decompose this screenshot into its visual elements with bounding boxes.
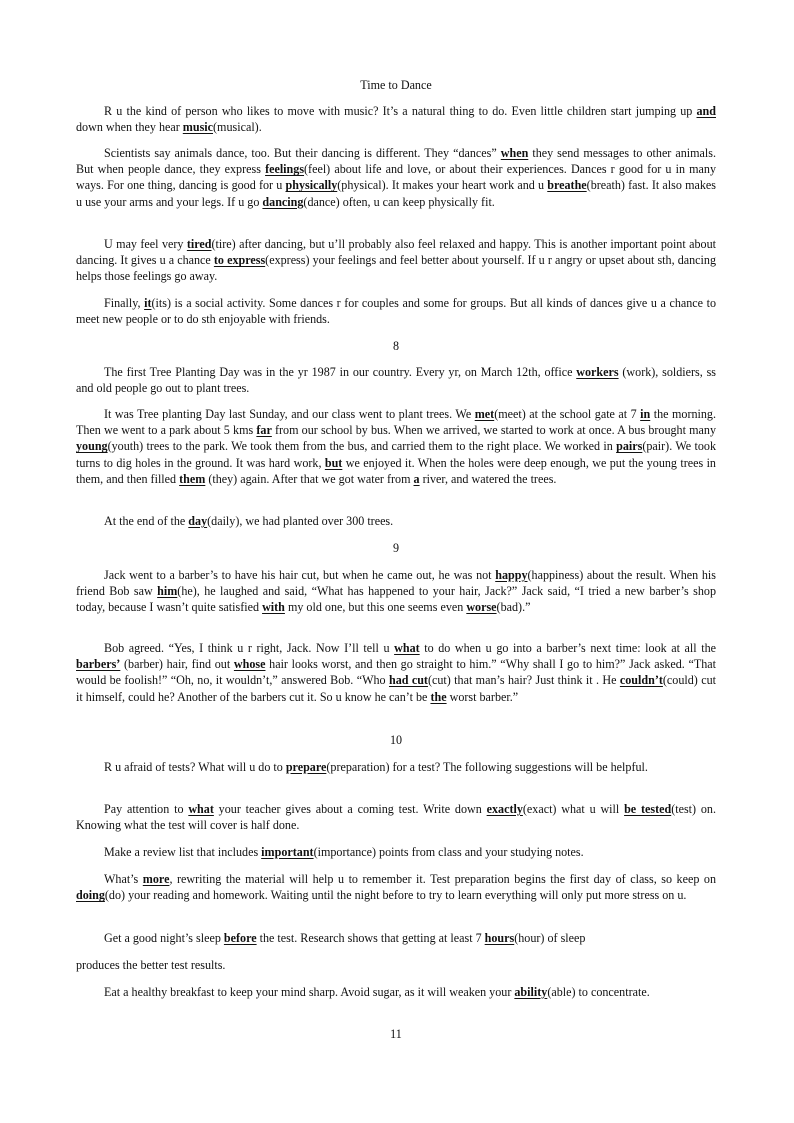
paragraph-text: (they) again. After that we got water from — [205, 471, 414, 486]
paragraph-text: Pay attention to — [104, 802, 189, 816]
answer-blank: important — [261, 845, 314, 859]
paragraph-text: (dance) often, u can keep physically fit. — [303, 194, 495, 209]
paragraph-text: we enjoyed it. When the holes were deep enough, we put the young trees in them, and then filled — [76, 455, 716, 486]
answer-blank: far — [256, 423, 272, 438]
answer-blank: with — [262, 600, 285, 615]
paragraph — [76, 930, 716, 946]
paragraph-text: (cut) that man’s hair? Just think it . He — [427, 673, 620, 688]
answer-blank: what — [188, 802, 214, 816]
answer-blank: feelings — [265, 162, 305, 177]
paragraph-text: worst barber.” — [446, 689, 519, 704]
answer-blank: worse — [466, 600, 497, 615]
answer-blank: before — [223, 931, 257, 945]
paragraph-text: R u the kind of person who likes to move with music? It’s a natural thing to do. Even little children start jumping up — [104, 104, 697, 118]
section-number: 10 — [389, 733, 403, 747]
paragraph-text: U may feel very — [104, 237, 187, 251]
paragraph-text: (he), he laughed and said, “What has happened to your hair, Jack?” Jack said, “I tried a new barber’s shop today, because I wasn’t quite satisfied — [76, 584, 716, 615]
paragraph-text: (barber) hair, find out — [120, 657, 234, 672]
paragraph-text: your teacher gives about a coming test. Write down — [213, 802, 487, 816]
paragraph — [76, 640, 716, 705]
answer-blank: him — [157, 584, 178, 599]
answer-blank: what — [394, 641, 420, 655]
section-number: 8 — [392, 339, 400, 353]
paragraph-text: (work), soldiers, ss and old people go out to plant trees. — [76, 365, 716, 396]
paragraph-text: (tire) after dancing, but u’ll probably also feel relaxed and happy. This is another important point about dancing. It gives u a chance — [76, 237, 716, 268]
answer-blank: met — [474, 407, 495, 421]
paragraph-text: produces the better test results. — [76, 958, 226, 972]
paragraph-text: (do) your reading and homework. Waiting until the night before to try to learn everything will only put more stress on u. — [104, 888, 687, 903]
paragraph-text: It was Tree planting Day last Sunday, and our class went to plant trees. We — [104, 407, 475, 421]
paragraph — [76, 844, 716, 860]
paragraph-text: R u afraid of tests? What will u do to — [104, 760, 286, 774]
answer-blank: and — [696, 104, 716, 118]
paragraph — [76, 236, 716, 285]
paragraph-text: (breath) fast. It also makes u use your arms and your legs. If u go — [76, 178, 716, 209]
answer-blank: hours — [484, 931, 515, 945]
paragraph-text: my old one, but this one seems even — [284, 600, 467, 615]
paragraph-text: down when they hear — [76, 120, 183, 135]
paragraph-text: (able) to concentrate. — [547, 985, 650, 999]
paragraph-text: hair looks worst, and then go straight to him.” “Why shall I go to him?” Jack asked. “That would be foolish!” “Oh, no, it wouldn’t,” answered Bob. “Who — [76, 657, 716, 688]
paragraph-text: Finally, — [104, 296, 145, 310]
paragraph-text: (youth) trees to the park. We took them from the bus, and carried them to the right place. We worked in — [107, 439, 617, 454]
paragraph-text: the morning. Then we went to a park about 5 kms — [76, 407, 717, 438]
paragraph-text: At the end of the — [104, 514, 189, 528]
paragraph-text: (meet) at the school gate at 7 — [494, 407, 641, 421]
paragraph — [76, 145, 716, 210]
paragraph-text: the test. Research shows that getting at least 7 — [256, 931, 485, 945]
answer-blank: them — [179, 471, 206, 486]
paragraph — [76, 759, 716, 775]
answer-blank: breathe — [547, 178, 587, 193]
paragraph-text: (express) your feelings and feel better about yourself. If u r angry or upset about sth, dancing helps those feelings go away. — [76, 253, 717, 284]
paragraph-text: they send messages to other animals. But when people dance, they express — [76, 146, 716, 177]
answer-blank: happy — [495, 568, 528, 582]
answer-blank: the — [430, 689, 447, 704]
paragraph-text: (pair). We took turns to dig holes in the ground. It was hard work, — [76, 439, 716, 470]
paragraph-text: river, and watered the trees. — [419, 471, 557, 486]
answer-blank: to express — [213, 253, 266, 268]
paragraph-text: (hour) of sleep — [514, 931, 586, 945]
answer-blank: dancing — [262, 194, 304, 209]
paragraph-text: (musical). — [213, 120, 262, 135]
answer-blank: when — [500, 146, 529, 160]
paragraph-text: Scientists say animals dance, too. But their dancing is different. They “dances” — [104, 146, 501, 160]
answer-blank: couldn’t — [619, 673, 663, 688]
paragraph-text: Jack went to a barber’s to have his hair cut, but when he came out, he was not — [104, 568, 496, 582]
answer-blank: ability — [514, 985, 548, 999]
paragraph-text: (could) cut it himself, could he? Another of the barbers cut it. So u know he can’t be — [76, 673, 716, 704]
paragraph — [76, 406, 716, 487]
paragraph-text: (feel) about life and love, or about their experiences. Dances r good for u in many ways. For one thing, dancing is good for u — [76, 162, 717, 193]
answer-blank: had cut — [388, 673, 428, 688]
answer-blank: barbers’ — [76, 657, 121, 672]
answer-blank: doing — [76, 888, 105, 903]
answer-blank: a — [413, 471, 420, 486]
paragraph-text: (physical). It makes your heart work and u — [337, 178, 548, 193]
paragraph-text: (preparation) for a test? The following suggestions will be helpful. — [326, 760, 648, 774]
paragraph-text: What’s — [104, 872, 143, 886]
page-title: Time to Dance — [360, 78, 432, 92]
answer-blank: whose — [233, 657, 266, 672]
paragraph — [76, 103, 716, 135]
answer-blank: more — [142, 872, 170, 886]
paragraph-text: (exact) what u will — [522, 802, 625, 816]
paragraph-text: (importance) points from class and your studying notes. — [313, 845, 584, 859]
answer-blank: music — [182, 120, 214, 135]
paragraph-text: (test) on. Knowing what the test will cover is half done. — [76, 802, 716, 833]
answer-blank: workers — [576, 365, 619, 379]
paragraph-text: to do when u go into a barber’s next time: look at all the — [419, 641, 717, 655]
paragraph-text: The first Tree Planting Day was in the yr 1987 in our country. Every yr, on March 12th, office — [104, 365, 577, 379]
paragraph-text: from our school by bus. When we arrived, we started to work at once. A bus brought many — [271, 423, 716, 438]
paragraph — [76, 567, 716, 616]
paragraph-text: Eat a healthy breakfast to keep your mind sharp. Avoid sugar, as it will weaken your — [104, 985, 515, 999]
answer-blank: exactly — [486, 802, 523, 816]
section-number: 9 — [392, 541, 400, 555]
paragraph — [76, 364, 716, 396]
answer-blank: but — [324, 455, 343, 470]
paragraph-text: (its) is a social activity. Some dances r for couples and some for groups. But all kinds of dances give u a chance to meet new people or to do sth enjoyable with friends. — [76, 296, 716, 327]
answer-blank: pairs — [616, 439, 643, 454]
paragraph-text: (daily), we had planted over 300 trees. — [207, 514, 394, 528]
answer-blank: prepare — [285, 760, 327, 774]
paragraph — [76, 295, 716, 327]
paragraph — [76, 513, 716, 529]
paragraph-text: Make a review list that includes — [104, 845, 262, 859]
paragraph — [76, 984, 716, 1000]
paragraph — [76, 801, 716, 833]
paragraph — [76, 871, 716, 903]
answer-blank: be tested — [624, 802, 672, 816]
paragraph-text: , rewriting the material will help u to remember it. Test preparation begins the first day of class, so keep on — [169, 872, 717, 886]
answer-blank: day — [188, 514, 208, 528]
answer-blank: tired — [186, 237, 212, 251]
answer-blank: physically — [285, 178, 338, 193]
paragraph — [76, 957, 716, 973]
answer-blank: young — [76, 439, 108, 454]
paragraph-text: Get a good night’s sleep — [104, 931, 224, 945]
paragraph-text: (happiness) about the result. When his friend Bob saw — [76, 568, 716, 599]
section-number: 11 — [390, 1027, 402, 1041]
paragraph-text: Bob agreed. “Yes, I think u r right, Jack. Now I’ll tell u — [104, 641, 395, 655]
answer-blank: in — [640, 407, 651, 421]
answer-blank: it — [144, 296, 152, 310]
paragraph-text: (bad).” — [496, 600, 531, 615]
